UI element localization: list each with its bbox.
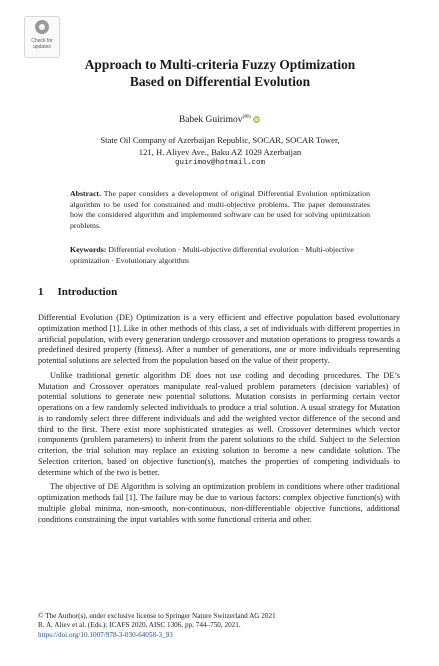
section-title: Introduction	[57, 286, 118, 298]
check-for-updates-icon	[35, 20, 49, 34]
paragraph: The objective of DE Algorithm is solving an optimization problem in conditions where other traditional optimization methods fail [1]. The failure may be due to various factors: complex objective function(s) with multiple global minima, non-smooth, non-continuous, non-differentiable objective functions, additional conditions constraining the input variables with some functional criteria and other.	[38, 482, 400, 524]
affiliation-line-2: 121, H. Aliyev Ave., Baku AZ 1029 Azerbaijan	[138, 146, 302, 157]
section-number: 1	[38, 286, 44, 298]
keywords	[70, 245, 370, 266]
corresponding-author-marker: (✉)	[242, 114, 251, 120]
badge-line-1: Check for	[31, 38, 53, 44]
affiliation-line-1: State Oil Company of Azerbaijan Republic, SOCAR, SOCAR Tower,	[100, 135, 340, 145]
title-line-1: Approach to Multi-criteria Fuzzy Optimization	[84, 57, 356, 72]
author-line	[0, 114, 439, 125]
keywords-text: Differential evolution · Multi-objective differential evolution · Multi-objective optimization · Evolutionary algorithm	[70, 245, 354, 265]
author-email[interactable]: guirimov@hotmail.com	[174, 159, 265, 167]
abstract-label: Abstract.	[70, 189, 101, 198]
paragraph: Unlike traditional genetic algorithm DE does not use coding and decoding procedures. The DE’s Mutation and Crossover operators manipulate real-valued problem parameters (decision variables) of potential solutions to generate new potential solutions. Mutation consists in performing certain vector operations on a few randomly selected individuals to produce a trial solution. A usual strategy for Mutation is to randomly select three different individuals and add the weighted vector difference of the second and third to the first. There exist more sophisticated strategies as well. Crossover determines which vector components (problem parameters) to inherit from the parent solutions to the child. Subject to the Selection criterion, the trial solution may replace an existing solution to become a new candidate solution. The Selection criterion, based on objective function(s), matches the properties of competing individuals to determine which of the two is better.	[38, 370, 400, 477]
abstract	[70, 189, 370, 231]
section-heading	[38, 286, 117, 298]
citation-line: R. A. Aliev et al. (Eds.): ICAFS 2020, AISC 1306, pp. 744–750, 2021.	[38, 621, 241, 630]
abstract-text: The paper considers a development of original Differential Evolution optimization algorithm to be used for constrained and multi-objective problems. The paper demonstrates how the considered algorithm and implemented software can be used for solving optimization problems.	[70, 189, 371, 230]
footer	[38, 612, 400, 640]
keywords-label: Keywords:	[70, 245, 107, 254]
title-line-2: Based on Differential Evolution	[129, 74, 311, 89]
affiliation	[60, 135, 380, 170]
badge-line-2: updates	[33, 44, 51, 50]
check-for-updates-badge[interactable]	[24, 16, 60, 58]
paragraph: Differential Evolution (DE) Optimization is a very efficient and effective population based evolutionary optimization method [1]. Like in other methods of this class, a set of individuals with different properties in artificial population, with every generation undergo crossover and mutation operations to progress towards a predefined desired property (fitness). After a number of generations, one or more individuals representing potential solutions are selected from the population based on the value of their property.	[38, 313, 400, 365]
doi-link[interactable]: https://doi.org/10.1007/978-3-030-64058-3_93	[38, 630, 173, 639]
paper-title	[40, 56, 400, 90]
body-text	[38, 313, 400, 529]
copyright-line: © The Author(s), under exclusive license to Springer Nature Switzerland AG 2021	[38, 612, 276, 620]
author-name: Babek Guirimov	[178, 115, 243, 126]
orcid-icon[interactable]: iD	[254, 117, 259, 123]
